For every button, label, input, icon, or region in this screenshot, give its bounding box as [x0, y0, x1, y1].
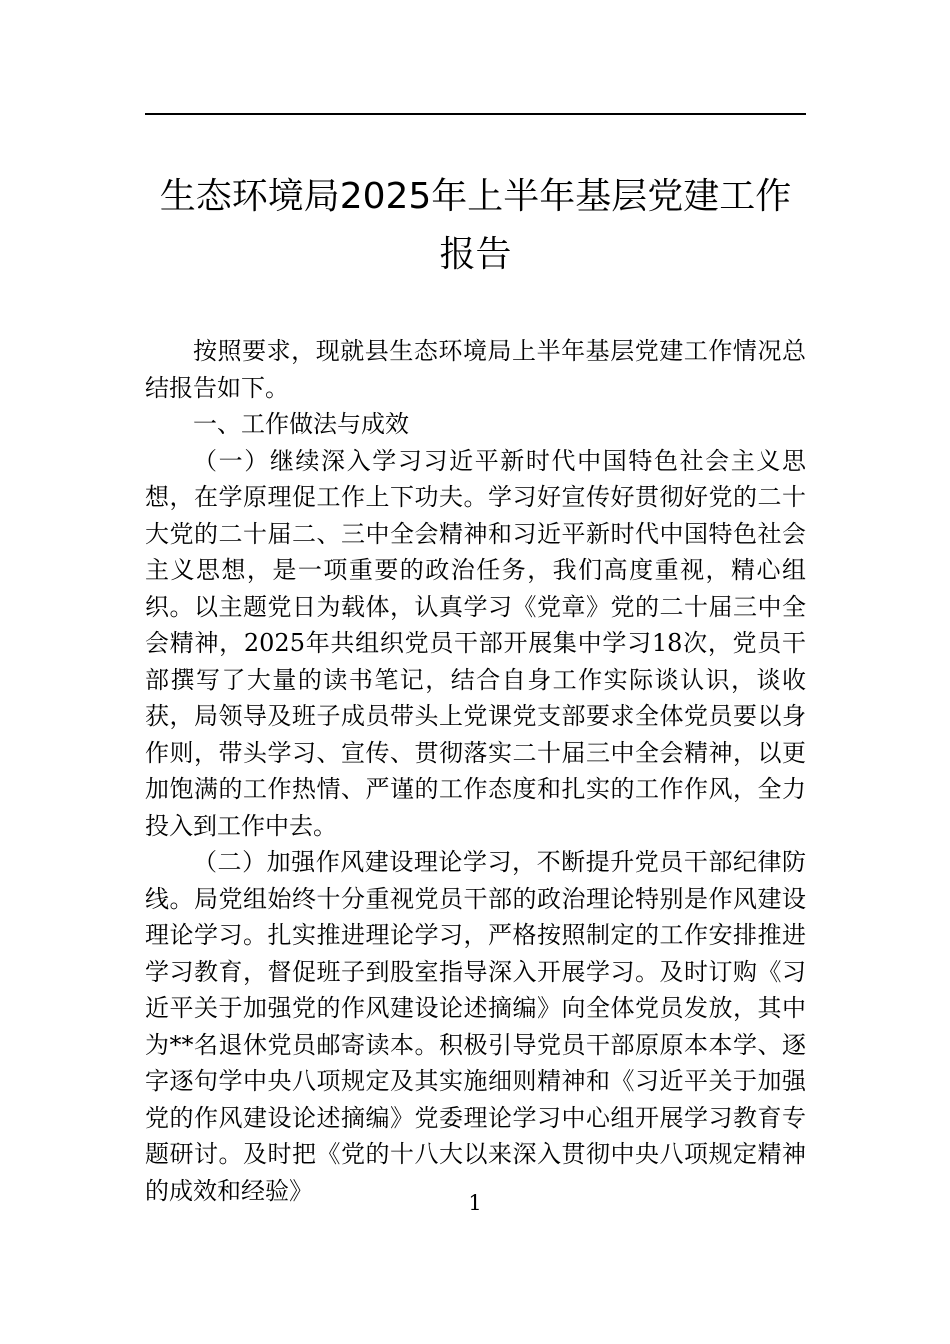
document-body	[145, 333, 806, 1209]
section-paragraph-1: （一）继续深入学习习近平新时代中国特色社会主义思想，在学原理促工作上下功夫。学习好宣传好贯彻好党的二十大党的二十届二、三中全会精神和习近平新时代中国特色社会主义思想，是一项重要的政治任务，我们高度重视，精心组织。以主题党日为载体，认真学习《党章》党的二十届三中全会精神，2025年共组织党员干部开展集中学习18次，党员干部撰写了大量的读书笔记，结合自身工作实际谈认识，谈收获，局领导及班子成员带头上党课党支部要求全体党员要以身作则，带头学习、宣传、贯彻落实二十届三中全会精神，以更加饱满的工作热情、严谨的工作态度和扎实的工作作风，全力投入到工作中去。	[145, 446, 806, 840]
header-rule	[145, 113, 806, 115]
section-heading: 一、工作做法与成效	[193, 410, 409, 438]
section-paragraph-2: （二）加强作风建设理论学习，不断提升党员干部纪律防线。局党组始终十分重视党员干部的政治理论特别是作风建设理论学习。扎实推进理论学习，严格按照制定的工作安排推进学习教育，督促班子到股室指导深入开展学习。及时订购《习近平关于加强党的作风建设论述摘编》向全体党员发放，其中为**名退休党员邮寄读本。积极引导党员干部原原本本学、逐字逐句学中央八项规定及其实施细则精神和《习近平关于加强党的作风建设论述摘编》党委理论学习中心组开展学习教育专题研讨。及时把《党的十八大以来深入贯彻中央八项规定精神的成效和经验》	[145, 848, 806, 1205]
page-number: 1	[468, 1191, 482, 1215]
document-title: 生态环境局2025年上半年基层党建工作报告	[159, 176, 792, 275]
intro-paragraph: 按照要求，现就县生态环境局上半年基层党建工作情况总结报告如下。	[145, 337, 806, 402]
